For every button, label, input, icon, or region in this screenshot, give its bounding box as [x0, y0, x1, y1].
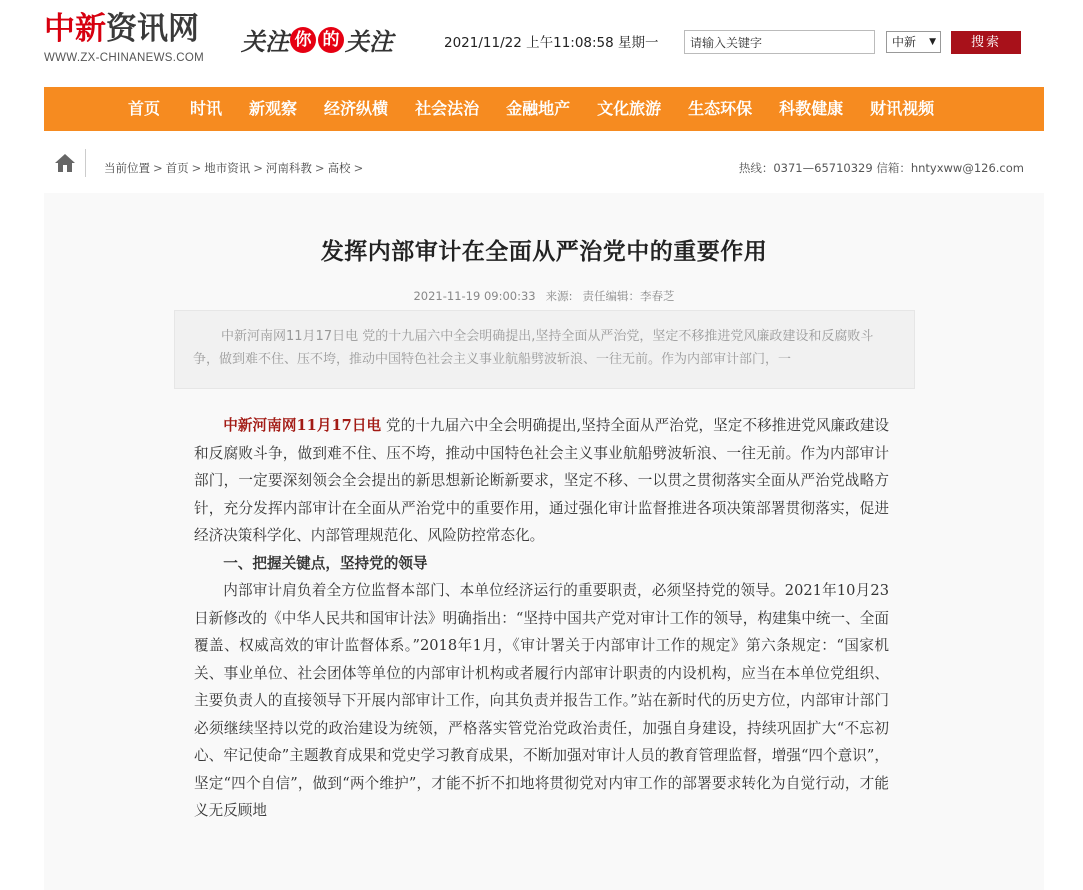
main-nav [44, 87, 1044, 131]
site-select[interactable]: 中新 ▼ [886, 31, 941, 53]
logo-text: 中新资讯网 [44, 11, 199, 47]
breadcrumb-university[interactable]: 高校 [327, 161, 351, 175]
nav-item-science-health[interactable]: 科教健康 [779, 99, 844, 118]
chevron-right-icon: > [253, 161, 263, 175]
chevron-right-icon: > [153, 161, 163, 175]
nav-item-news[interactable]: 时讯 [190, 99, 223, 118]
nav-item-observe[interactable]: 新观察 [249, 99, 298, 118]
current-datetime: 2021/11/22 上午11:08:58 星期一 [444, 35, 659, 51]
article-paragraph: 中新河南网11月17日电 党的十九届六中全会明确提出,坚持全面从严治党，坚定不移推进党风廉政建设和反腐败斗争，做到难不住、压不垮，推动中国特色社会主义事业航船劈波斩浪、一往无前。作为内部审计部门，一定要深刻领会全会提出的新思想新论断新要求，坚定不移、一以贯之贯彻落实全面从严治党战略方针，充分发挥内部审计在全面从严治党中的重要作用，通过强化审计监督推进各项决策部署贯彻落实，促进经济决策科学化、内部管理规范化、风险防控常态化。 [194, 417, 889, 544]
nav-item-finance-realestate[interactable]: 金融地产 [506, 99, 571, 118]
hotline-info: 热线：0371—65710329 信箱：hntyxww@126.com [738, 161, 1024, 175]
home-icon[interactable] [54, 152, 76, 174]
breadcrumb-home[interactable]: 首页 [165, 161, 189, 175]
chevron-right-icon: > [191, 161, 202, 175]
article-date: 2021-11-19 09:00:33 [413, 289, 536, 303]
slogan-circle-2: 的 [318, 27, 344, 53]
search-button[interactable]: 搜索 [951, 31, 1021, 54]
breadcrumb-henan-edu[interactable]: 河南科教 [265, 161, 312, 175]
article-section-heading: 一、把握关键点，坚持党的领导 [223, 554, 428, 572]
slogan: 关注 你 的 关注 [241, 27, 393, 56]
article-editor: 责任编辑：李春芝 [582, 289, 675, 303]
breadcrumb-bar [44, 143, 1044, 193]
article-container [44, 193, 1044, 890]
nav-item-finance-video[interactable]: 财讯视频 [870, 99, 935, 118]
chevron-right-icon: > [353, 161, 364, 175]
article-paragraph: 内部审计肩负着全方位监督本部门、本单位经济运行的重要职责，必须坚持党的领导。2021年10月23日新修改的《中华人民共和国审计法》明确指出：“坚持中国共产党对审计工作的领导，构建集中统一、全面覆盖、权威高效的审计监督体系。”2018年1月，《审计署关于内部审计工作的规定》第六条规定：“国家机关、事业单位、社会团体等单位的内部审计机构或者履行内部审计职责的内设机构，应当在本单位党组织、主要负责人的直接领导下开展内部审计工作，向其负责并报告工作。”站在新时代的历史方位，内部审计部门必须继续坚持以党的政治建设为统领，严格落实管党治党政治责任，加强自身建设，持续巩固扩大“不忘初心、牢记使命”主题教育成果和党史学习教育成果，不断加强对审计人员的教育管理监督，增强“四个意识”，坚定“四个自信”，做到“两个维护”，才能不折不扣地将贯彻党对内审工作的部署要求转化为自觉行动，才能义无反顾地 [194, 582, 889, 819]
breadcrumb [104, 160, 366, 176]
nav-item-society-law[interactable]: 社会法治 [415, 99, 480, 118]
article-title: 发挥内部审计在全面从严治党中的重要作用 [320, 238, 768, 265]
breadcrumb-city-news[interactable]: 地市资讯 [204, 161, 251, 175]
nav-item-home[interactable]: 首页 [128, 99, 161, 118]
breadcrumb-label: 当前位置 [104, 161, 150, 175]
slogan-circle-1: 你 [290, 27, 316, 53]
article-meta [44, 288, 1044, 304]
search-input[interactable] [684, 30, 875, 54]
chevron-down-icon: ▼ [929, 37, 936, 47]
site-header [0, 0, 1083, 86]
nav-item-culture-travel[interactable]: 文化旅游 [597, 99, 662, 118]
article-body [194, 412, 889, 825]
divider [85, 149, 86, 177]
article-summary: 中新河南网11月17日电 党的十九届六中全会明确提出,坚持全面从严治党，坚定不移推进党风廉政建设和反腐败斗争，做到难不住、压不垮，推动中国特色社会主义事业航船劈波斩浪、一往无前。作为内部审计部门，一 [174, 310, 915, 389]
article-lead: 中新河南网11月17日电 [223, 417, 382, 434]
nav-item-ecology[interactable]: 生态环保 [688, 99, 753, 118]
chevron-right-icon: > [314, 161, 325, 175]
logo-url: WWW.ZX-CHINANEWS.COM [44, 52, 204, 64]
article-source: 来源: [545, 289, 573, 303]
nav-item-economy[interactable]: 经济纵横 [324, 99, 389, 118]
site-logo[interactable] [44, 12, 204, 64]
